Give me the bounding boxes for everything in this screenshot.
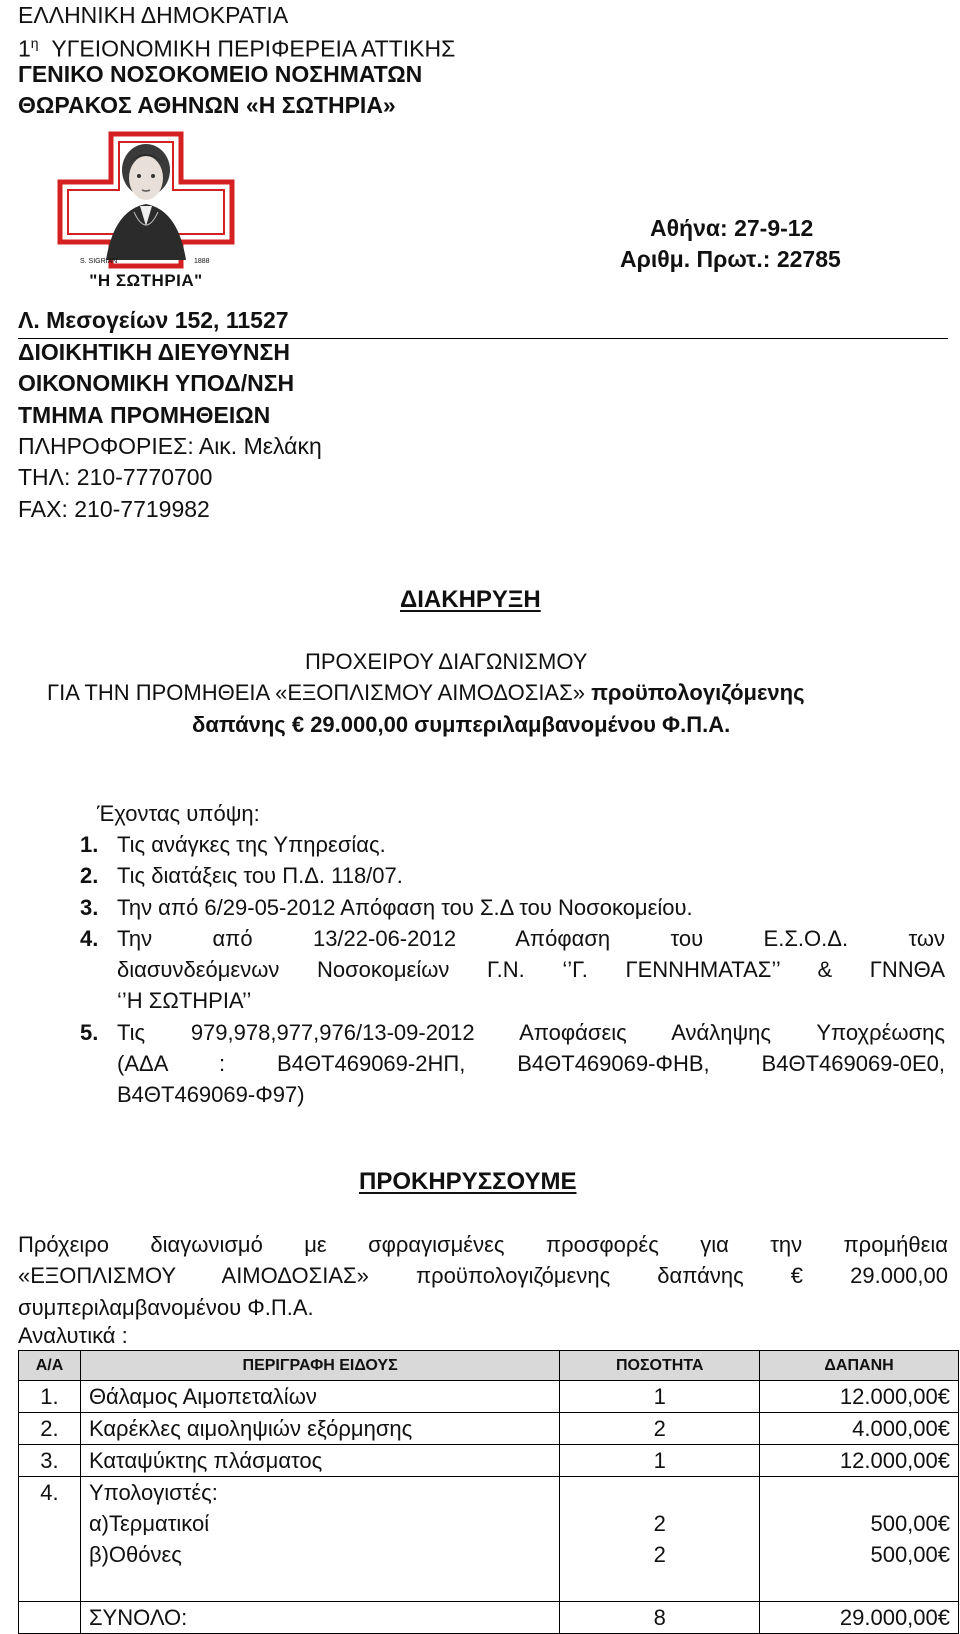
row-cost: 12.000,00€ [760, 1445, 959, 1477]
table-header-row [19, 1351, 959, 1381]
protocol-number: Αριθμ. Πρωτ.: 22785 [620, 246, 841, 272]
row-description: Καρέκλες αιμοληψιών εξόρμησης [80, 1413, 559, 1445]
proclaim-title: ΠΡΟΚΗΡΥΣΣΟΥΜΕ [359, 1168, 577, 1195]
region-text: ΥΓΕΙΟΝΟΜΙΚΗ ΠΕΡΙΦΕΡΕΙΑ ΑΤΤΙΚΗΣ [51, 35, 456, 62]
table-total-row [19, 1602, 959, 1634]
total-cost: 29.000,00€ [760, 1602, 959, 1634]
item-number-2: 2. [80, 863, 99, 888]
table-row [19, 1445, 959, 1477]
item-text-1: Τις ανάγκες της Υπηρεσίας. [117, 832, 386, 857]
proclaim-paragraph-3: συμπεριλαμβανομένου Φ.Π.Α. [18, 1295, 314, 1320]
row-quantity [560, 1477, 760, 1602]
region-superscript: η [30, 35, 39, 51]
item-text-5-cont-1: (ΑΔΑ : Β4ΘΤ469069-2ΗΠ, Β4ΘΤ469069-ΦΗΒ, Β4ΘΤ469069-0Ε0, [117, 1051, 945, 1076]
total-label: ΣΥΝΟΛΟ: [80, 1602, 559, 1634]
logo-caption: "Η ΣΩΤΗΡΙΑ" [89, 271, 203, 290]
row-quantity-line-3: 2 [653, 1542, 666, 1567]
row-aa: 2. [19, 1413, 81, 1445]
item-number-4: 4. [80, 926, 99, 951]
item-text-5-cont-2: Β4ΘΤ469069-Φ97) [117, 1082, 305, 1107]
hospital-name-1: ΓΕΝΙΚΟ ΝΟΣΟΚΟΜΕΙΟ ΝΟΣΗΜΑΤΩΝ [18, 61, 423, 87]
header-cost: ΔΑΠΑΝΗ [760, 1351, 959, 1381]
department-1: ΔΙΟΙΚΗΤΙΚΗ ΔΙΕΥΘΥΝΣΗ [18, 339, 290, 365]
row-cost-line-3: 500,00€ [870, 1542, 950, 1567]
item-text-4: Την από 13/22-06-2012 Απόφαση του Ε.Σ.Ο.Δ. των [117, 926, 945, 951]
hospital-name-2: ΘΩΡΑΚΟΣ ΑΘΗΝΩΝ «Η ΣΩΤΗΡΙΑ» [18, 92, 396, 118]
item-text-4-cont-2: ‘’Η ΣΩΤΗΡΙΑ’’ [117, 988, 252, 1013]
item-number-5: 5. [80, 1020, 99, 1045]
declaration-title: ΔΙΑΚΗΡΥΞΗ [400, 586, 541, 613]
row-quantity: 1 [560, 1381, 760, 1413]
logo-small-right: 1888 [194, 258, 210, 265]
row-quantity: 1 [560, 1445, 760, 1477]
total-quantity: 8 [560, 1602, 760, 1634]
declaration-line-3: δαπάνης € 29.000,00 συμπεριλαμβανομένου Φ.Π.Α. [192, 712, 731, 737]
logo-small-left: S. SIGRIAN [80, 258, 118, 265]
document-date: Αθήνα: 27-9-12 [650, 215, 814, 241]
item-number-1: 1. [80, 832, 99, 857]
table-row [19, 1413, 959, 1445]
table-row [19, 1477, 959, 1602]
row-quantity: 2 [560, 1413, 760, 1445]
department-2: ΟΙΚΟΝΟΜΙΚΗ ΥΠΟΔ/ΝΣΗ [18, 370, 295, 396]
row-cost-line-1 [768, 1477, 950, 1508]
row-description [80, 1477, 559, 1602]
country-line: ΕΛΛΗΝΙΚΗ ΔΗΜΟΚΡΑΤΙΑ [18, 2, 289, 28]
proclaim-detail-label: Αναλυτικά : [18, 1323, 128, 1348]
row-cost: 12.000,00€ [760, 1381, 959, 1413]
header-quantity: ΠΟΣΟΤΗΤΑ [560, 1351, 760, 1381]
items-table [18, 1350, 959, 1634]
total-aa [19, 1602, 81, 1634]
row-aa: 1. [19, 1381, 81, 1413]
region-number: 1 [18, 35, 31, 62]
header-aa: Α/Α [19, 1351, 81, 1381]
row-quantity-line-2: 2 [653, 1511, 666, 1536]
proclaim-paragraph-1: Πρόχειρο διαγωνισμό με σφραγισμένες προσφορές για την προμήθεια [18, 1232, 948, 1257]
item-text-3: Την από 6/29-05-2012 Απόφαση του Σ.Δ του Νοσοκομείου. [117, 895, 693, 920]
contact-phone: ΤΗΛ: 210-7770700 [18, 464, 213, 490]
header-description: ΠΕΡΙΓΡΑΦΗ ΕΙΔΟΥΣ [80, 1351, 559, 1381]
contact-info: ΠΛΗΡΟΦΟΡΙΕΣ: Αικ. Μελάκη [18, 433, 322, 459]
row-aa: 3. [19, 1445, 81, 1477]
row-quantity-line-1 [568, 1477, 751, 1508]
item-text-4-cont-1: διασυνδεόμενων Νοσοκομείων Γ.Ν. ‘’Γ. ΓΕΝΝΗΜΑΤΑΣ’’ & ΓΝΝΘΑ [117, 957, 945, 982]
item-text-5: Τις 979,978,977,976/13-09-2012 Αποφάσεις Ανάληψης Υποχρέωσης [117, 1020, 945, 1045]
row-cost-line-2: 500,00€ [870, 1511, 950, 1536]
department-3: ΤΜΗΜΑ ΠΡΟΜΗΘΕΙΩΝ [18, 402, 271, 428]
declaration-line-2a: ΓΙΑ ΤΗΝ ΠΡΟΜΗΘΕΙΑ «ΕΞΟΠΛΙΣΜΟΥ ΑΙΜΟΔΟΣΙΑΣ» [47, 680, 585, 705]
considering-intro: Έχοντας υπόψη: [97, 801, 260, 826]
address: Λ. Μεσογείων 152, 11527 [18, 307, 289, 333]
table-row [19, 1381, 959, 1413]
row-description: Θάλαμος Αιμοπεταλίων [80, 1381, 559, 1413]
row-aa: 4. [19, 1477, 81, 1602]
row-description-line-3: β)Οθόνες [88, 1542, 182, 1567]
row-description-line-1: Υπολογιστές: [88, 1480, 218, 1505]
row-description-line-2: α)Τερματικοί [88, 1511, 210, 1536]
declaration-line-2b: προϋπολογιζόμενης [591, 680, 805, 705]
row-cost: 4.000,00€ [760, 1413, 959, 1445]
hospital-logo [56, 130, 236, 292]
row-cost [760, 1477, 959, 1602]
proclaim-paragraph-2: «ΕΞΟΠΛΙΣΜΟΥ ΑΙΜΟΔΟΣΙΑΣ» προϋπολογιζόμενης δαπάνης € 29.000,00 [18, 1263, 948, 1288]
red-cross-portrait-icon [56, 130, 236, 292]
contact-fax: FAX: 210-7719982 [18, 496, 210, 522]
item-number-3: 3. [80, 895, 99, 920]
item-text-2: Τις διατάξεις του Π.Δ. 118/07. [117, 863, 403, 888]
declaration-line-2 [47, 677, 805, 708]
row-description: Καταψύκτης πλάσματος [80, 1445, 559, 1477]
declaration-line-1: ΠΡΟΧΕΙΡΟΥ ΔΙΑΓΩΝΙΣΜΟΥ [305, 649, 588, 674]
